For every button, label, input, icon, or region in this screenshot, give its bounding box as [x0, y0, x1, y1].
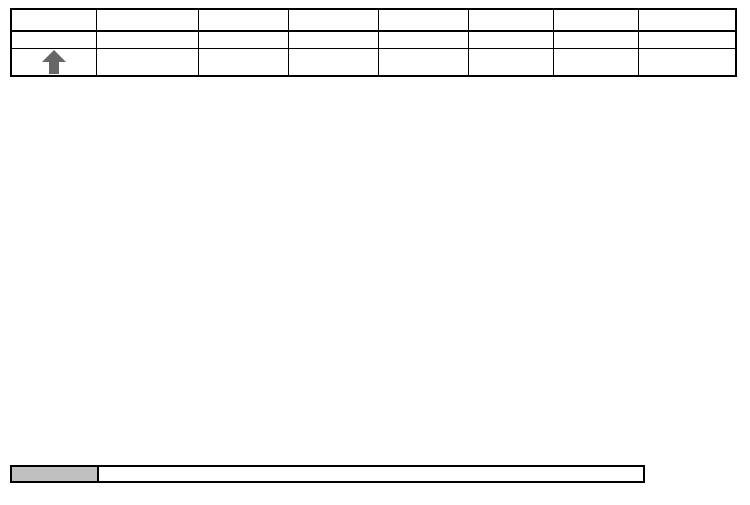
header-temperature — [96, 9, 198, 31]
altitude-range-arrow — [11, 49, 96, 77]
header-temp-6 — [638, 9, 736, 31]
jetting-table — [10, 8, 737, 77]
value-cell — [553, 31, 638, 49]
value-cell — [553, 49, 638, 77]
value-cell — [378, 31, 468, 49]
value-cell — [288, 49, 378, 77]
value-cell — [198, 49, 288, 77]
header-temp-4 — [468, 9, 553, 31]
row-label-ll — [96, 49, 198, 77]
arrow-up-icon — [41, 49, 67, 75]
value-cell — [638, 49, 736, 77]
header-temp-3 — [378, 9, 468, 31]
row-label-air — [96, 31, 198, 49]
header-height — [11, 9, 96, 31]
value-cell — [198, 31, 288, 49]
value-cell — [468, 31, 553, 49]
legend — [10, 465, 645, 483]
table-row — [11, 49, 736, 77]
table-row — [11, 31, 736, 49]
legend-text — [99, 467, 643, 481]
header-temp-5 — [553, 9, 638, 31]
value-cell — [638, 31, 736, 49]
altitude-top — [11, 31, 96, 49]
value-cell — [468, 49, 553, 77]
legend-swatch — [12, 467, 99, 481]
value-cell — [378, 49, 468, 77]
header-temp-2 — [288, 9, 378, 31]
value-cell — [288, 31, 378, 49]
header-temp-1 — [198, 9, 288, 31]
